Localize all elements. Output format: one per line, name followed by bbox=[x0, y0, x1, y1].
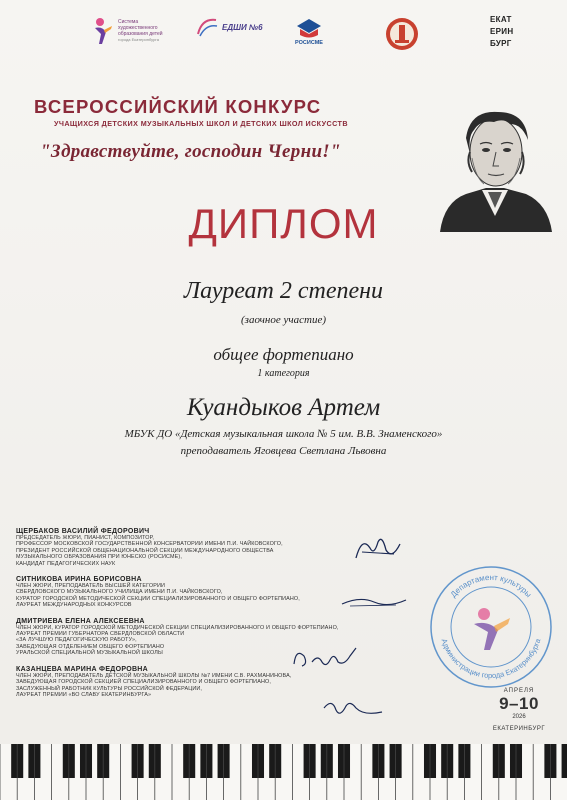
signature-2 bbox=[340, 590, 410, 612]
eshi-text: ЕДШИ №6 bbox=[222, 22, 263, 32]
jury-member bbox=[16, 576, 376, 609]
art-education-icon bbox=[92, 16, 114, 46]
diploma-title: ДИПЛОМ bbox=[188, 200, 379, 247]
event-days: 9–10 bbox=[499, 694, 539, 713]
signature-4 bbox=[318, 694, 388, 720]
jury-member bbox=[16, 528, 376, 567]
rosisme-icon bbox=[294, 16, 324, 40]
jury-member-line: УРАЛЬСКОЙ СПЕЦИАЛЬНОЙ МУЗЫКАЛЬНОЙ ШКОЛЫ bbox=[16, 650, 163, 657]
event-city: ЕКАТЕРИНБУРГ bbox=[492, 726, 546, 732]
category: 1 категория bbox=[257, 368, 310, 379]
contest-motto: "Здравствуйте, господин Черни!" bbox=[40, 141, 341, 162]
jury-member-line: КАНДИДАТ ПЕДАГОГИЧЕСКИХ НАУК bbox=[16, 560, 116, 567]
event-dates bbox=[484, 688, 554, 732]
jury-member-name: ЩЕРБАКОВ ВАСИЛИЙ ФЕДОРОВИЧ bbox=[16, 528, 150, 535]
jury-member-name: СИТНИКОВА ИРИНА БОРИСОВНА bbox=[16, 576, 142, 584]
conservatory-logo bbox=[384, 16, 420, 52]
contest-heading bbox=[34, 96, 394, 128]
event-year: 2026 bbox=[512, 714, 526, 720]
signature-3 bbox=[290, 642, 370, 672]
jury-member-line: ЗАВЕДУЮЩАЯ ОТДЕЛЕНИЕМ ОБЩЕГО ФОРТЕПИАНО bbox=[16, 643, 165, 650]
participant-name: Куандыков Артем bbox=[186, 394, 381, 421]
official-stamp bbox=[426, 562, 556, 692]
ekb-line-3: БУРГ bbox=[490, 39, 512, 48]
eshi-logo bbox=[196, 16, 263, 38]
logos-row bbox=[0, 16, 567, 66]
ekb-line-2: ЕРИН bbox=[490, 27, 514, 36]
jury-member-line: КУРАТОР ГОРОДСКОЙ МЕТОДИЧЕСКОЙ СЕКЦИИ СПЕЦИАЛИЗИРОВАННОГО И ОБЩЕГО ФОРТЕПИАНО, bbox=[16, 595, 300, 602]
school-name: МБУК ДО «Детская музыкальная школа № 5 им. В.В. Знаменского» bbox=[124, 428, 443, 440]
ekb-line-1: ЕКАТ bbox=[490, 15, 512, 24]
jury-member-line: ЧЛЕН ЖЮРИ, КУРАТОР ГОРОДСКОЙ МЕТОДИЧЕСКОЙ СЕКЦИИ СПЕЦИАЛИЗИРОВАННОГО И ОБЩЕГО ФОРТЕПИАНО, bbox=[16, 624, 339, 631]
participation-mode: (заочное участие) bbox=[240, 314, 326, 326]
jury-member-name: ДМИТРИЕВА ЕЛЕНА АЛЕКСЕЕВНА bbox=[16, 617, 145, 625]
jury-member-line: ЧЛЕН ЖЮРИ, ПРЕПОДАВАТЕЛЬ ВЫСШЕЙ КАТЕГОРИИ bbox=[16, 583, 165, 590]
jury-member-line: СВЕРДЛОВСКОГО МУЗЫКАЛЬНОГО УЧИЛИЩА ИМЕНИ П.И. ЧАЙКОВСКОГО, bbox=[16, 589, 223, 596]
nomination: общее фортепиано bbox=[213, 345, 354, 364]
stamp-bottom-text: Администрации города Екатеринбурга bbox=[439, 637, 543, 681]
eshi-icon bbox=[196, 16, 218, 38]
art-education-subtext: города Екатеринбурга bbox=[118, 37, 159, 42]
jury-list bbox=[16, 528, 376, 707]
teacher-name: преподаватель Яговцева Светлана Львовна bbox=[180, 445, 387, 457]
ekaterinburg-logo bbox=[490, 16, 513, 48]
contest-subtitle: УЧАЩИХСЯ ДЕТСКИХ МУЗЫКАЛЬНЫХ ШКОЛ И ДЕТСКИХ ШКОЛ ИСКУССТВ bbox=[54, 119, 348, 128]
award-level: Лауреат 2 степени bbox=[183, 278, 384, 304]
signature-1 bbox=[348, 530, 408, 566]
rosisme-text: РОСИСМЕ bbox=[295, 40, 323, 46]
jury-member-line: ПРЕЗИДЕНТ РОССИЙСКОЙ ОБЩЕНАЦИОНАЛЬНОЙ СЕКЦИИ МЕЖДУНАРОДНОГО ОБЩЕСТВА bbox=[16, 547, 274, 554]
jury-member-line: ЛАУРЕАТ ПРЕМИИ ГУБЕРНАТОРА СВЕРДЛОВСКОЙ ОБЛАСТИ bbox=[16, 631, 185, 638]
art-education-logo bbox=[92, 16, 178, 46]
jury-member-line: МУЗЫКАЛЬНОГО ОБРАЗОВАНИЯ ПРИ ЮНЕСКО (РОСИСМЕ), bbox=[16, 554, 182, 561]
jury-member-name: КАЗАНЦЕВА МАРИНА ФЕДОРОВНА bbox=[16, 665, 149, 673]
jury-member-line: ПРЕДСЕДАТЕЛЬ ЖЮРИ, ПИАНИСТ, КОМПОЗИТОР, bbox=[16, 535, 155, 541]
jury-member-line: ЧЛЕН ЖЮРИ, ПРЕПОДАВАТЕЛЬ ДЕТСКОЙ МУЗЫКАЛЬНОЙ ШКОЛЫ №7 ИМЕНИ С.В. РАХМАНИНОВА, bbox=[16, 672, 292, 679]
jury-member-line: ПРОФЕССОР МОСКОВСКОЙ ГОСУДАРСТВЕННОЙ КОНСЕРВАТОРИИ ИМЕНИ П.И. ЧАЙКОВСКОГО, bbox=[16, 541, 283, 548]
jury-member-line: ЛАУРЕАТ МЕЖДУНАРОДНЫХ КОНКУРСОВ bbox=[16, 602, 132, 609]
jury-member-line: ЛАУРЕАТ ПРЕМИИ «ВО СЛАВУ ЕКАТЕРИНБУРГА» bbox=[16, 691, 152, 698]
jury-member-line: ЗАВЕДУЮЩАЯ ГОРОДСКОЙ СЕКЦИЕЙ СПЕЦИАЛИЗИРОВАННОГО И ОБЩЕГО ФОРТЕПИАНО, bbox=[16, 679, 271, 686]
stamp-top-text: Департамент культуры bbox=[448, 572, 534, 600]
conservatory-emblem-icon bbox=[384, 16, 420, 52]
jury-member-line: ЗАСЛУЖЕННЫЙ РАБОТНИК КУЛЬТУРЫ РОССИЙСКОЙ ФЕДЕРАЦИИ, bbox=[16, 685, 203, 692]
rosisme-logo bbox=[294, 16, 324, 46]
art-education-text: Система художественного образования детей bbox=[118, 19, 163, 37]
event-month: АПРЕЛЯ bbox=[503, 688, 535, 694]
contest-title: ВСЕРОССИЙСКИЙ КОНКУРС bbox=[34, 96, 322, 117]
piano-keys-decoration bbox=[0, 744, 567, 800]
jury-member-line: «ЗА ЛУЧШУЮ ПЕДАГОГИЧЕСКУЮ РАБОТУ», bbox=[16, 637, 137, 644]
